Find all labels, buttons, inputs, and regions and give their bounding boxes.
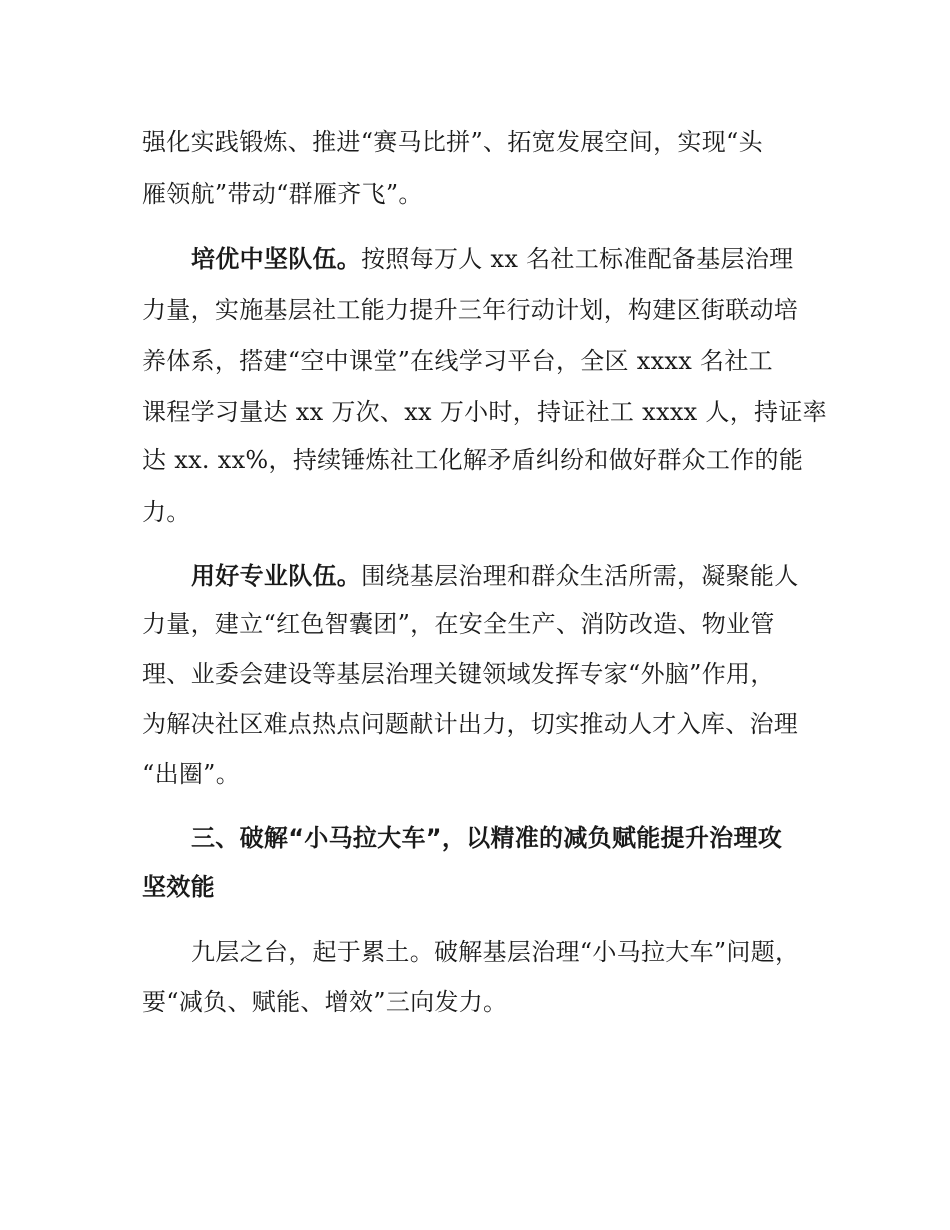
paragraph-line: 雁领航”带动“群雁齐飞”。	[142, 180, 423, 208]
section-heading: 坚效能	[142, 873, 215, 901]
paragraph-line: 力量，建立“红色智囊团”，在安全生产、消防改造、物业管	[142, 610, 775, 638]
paragraph-text: 围绕基层治理和群众生活所需，凝聚能人	[361, 562, 799, 590]
paragraph-line: 理、业委会建设等基层治理关键领域发挥专家“外脑”作用，	[142, 660, 775, 688]
paragraph-lead: 培优中坚队伍。	[191, 245, 362, 273]
paragraph-first-line: 九层之台，起于累土。破解基层治理“小马拉大车”问题，	[191, 938, 800, 966]
paragraph-first-line	[191, 243, 871, 275]
paragraph-text: 按照每万人 xx 名社工标准配备基层治理	[361, 245, 794, 273]
paragraph-line: 力。	[142, 498, 191, 526]
paragraph-line: “出圈”。	[142, 760, 241, 788]
paragraph-line: 力量，实施基层社工能力提升三年行动计划，构建区街联动培	[142, 296, 799, 324]
paragraph-lead: 用好专业队伍。	[191, 562, 362, 590]
section-heading: 三、破解“小马拉大车”，以精准的减负赋能提升治理攻	[191, 824, 783, 852]
paragraph-line: 为解决社区难点热点问题献计出力，切实推动人才入库、治理	[142, 710, 799, 738]
paragraph-line: 强化实践锻炼、推进“赛马比拼”、拓宽发展空间，实现“头	[142, 128, 763, 156]
paragraph-line: 要“减负、赋能、增效”三向发力。	[142, 988, 508, 1016]
paragraph-line: 达 xx. xx%，持续锤炼社工化解矛盾纠纷和做好群众工作的能	[142, 446, 804, 474]
paragraph-first-line	[191, 560, 871, 592]
paragraph-line: 养体系，搭建“空中课堂”在线学习平台，全区 xxxx 名社工	[142, 347, 773, 375]
paragraph-line: 课程学习量达 xx 万次、xx 万小时，持证社工 xxxx 人，持证率	[142, 398, 827, 426]
